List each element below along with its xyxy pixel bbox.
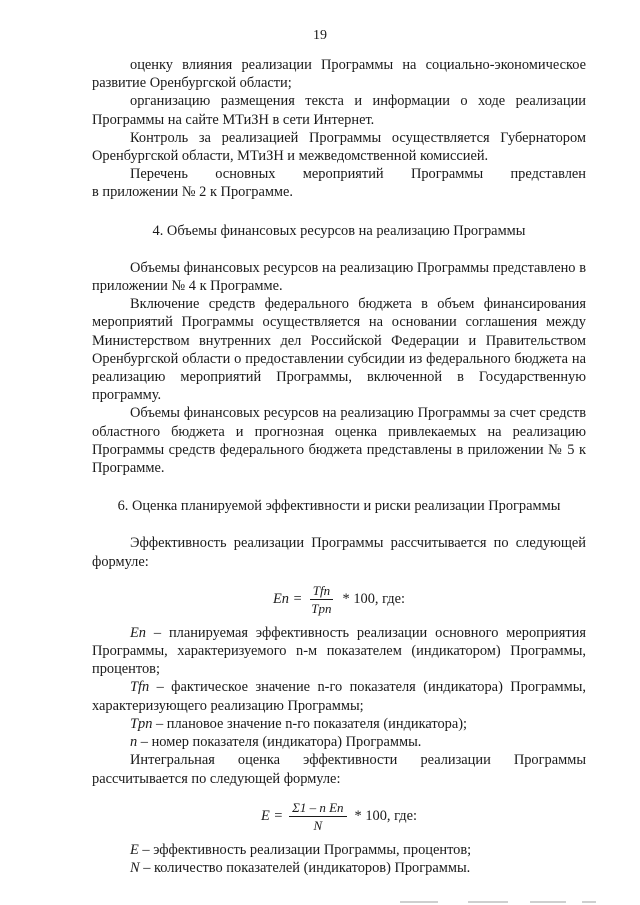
formula2-lhs: E =: [261, 808, 284, 825]
formula2-fraction: [289, 800, 346, 833]
definition-tfn: [92, 678, 586, 714]
page-number: 19: [313, 28, 327, 43]
formula1-fraction: [308, 583, 334, 616]
paragraph-publication: организацию размещения текста и информации о ходе реализации Программы на сайте МТиЗН в сети Интернет.: [92, 93, 586, 128]
paragraph-influence: оценку влияния реализации Программы на социально-экономическое развитие Оренбургской области;: [92, 57, 586, 92]
section-heading-4: 4. Объемы финансовых ресурсов на реализацию Программы: [152, 222, 526, 239]
document-body: [92, 56, 586, 877]
definition-N-symbol: N: [130, 859, 140, 876]
definition-tpn-text: – плановое значение n-го показателя (индикатора);: [152, 715, 468, 732]
section-heading-6: 6. Оценка планируемой эффективности и риски реализации Программы: [117, 498, 561, 515]
formula-efficiency: [92, 583, 586, 616]
scan-artifact: [530, 901, 566, 903]
definition-n-text: – номер показателя (индикатора) Программы.: [137, 734, 422, 751]
formula-integral: [92, 800, 586, 833]
paragraph-control: Контроль за реализацией Программы осуществляется Губернатором Оренбургской области, МТиЗН и межведомственной комиссией.: [92, 129, 586, 165]
definition-tfn-symbol: Tfn: [130, 679, 150, 696]
definition-N-text: – количество показателей (индикаторов) Программы.: [139, 859, 471, 876]
paragraph-integral-intro: Интегральная оценка эффективности реализации Программы рассчитывается по следующей формуле:: [92, 752, 586, 787]
definition-e-text: – эффективность реализации Программы, процентов;: [138, 841, 472, 858]
formula2-rhs: * 100, где:: [354, 808, 417, 825]
paragraph-regional-budget: Объемы финансовых ресурсов на реализацию Программы за счет средств областного бюджета и прогнозная оценка привлекаемых на реализацию Программы средств федерального бюджета представлены в приложении № 5 к Программе.: [92, 405, 586, 477]
definition-en-symbol: En: [130, 624, 146, 641]
scan-artifact: [468, 901, 508, 903]
formula1-rhs: * 100, где:: [342, 591, 405, 608]
definition-en: [92, 624, 586, 679]
definition-en-text: – планируемая эффективность реализации основного мероприятия Программы, характеризуемого n-м показателем (индикатором) Программы, процентов;: [92, 624, 586, 678]
formula2-denominator: N: [313, 817, 323, 833]
definition-n-symbol: n: [130, 734, 138, 751]
paragraph-efficiency-intro: Эффективность реализации Программы рассчитывается по следующей формуле:: [92, 535, 586, 570]
paragraph-federal-budget: Включение средств федерального бюджета в объем финансирования мероприятий Программы осуществляется на основании соглашения между Министерством внутренних дел Российской Федерации и Правительством Оренбургской области о предоставлении субсидии из федерального бюджета на реализацию мероприятий Программы, включенной в Государственную программу.: [92, 296, 586, 404]
formula2-numerator: Σ1 – n En: [289, 800, 346, 817]
scan-artifact: [582, 901, 596, 903]
paragraph-volumes: Объемы финансовых ресурсов на реализацию Программы представлено в приложении № 4 к Программе.: [92, 259, 586, 295]
formula1-lhs: En =: [273, 591, 303, 608]
paragraph-list-line1: Перечень основных мероприятий Программы представлен: [130, 166, 586, 183]
definition-n: [92, 733, 586, 751]
definition-e: [92, 841, 586, 859]
definition-tpn-symbol: Tpn: [130, 715, 153, 732]
scan-artifact: [400, 901, 438, 903]
formula1-denominator: Tpn: [311, 600, 332, 616]
definition-N: [92, 859, 586, 877]
definition-tpn: [92, 715, 586, 733]
formula1-numerator: Tfn: [310, 583, 333, 600]
definition-e-symbol: E: [130, 841, 139, 858]
paragraph-list-line2: в приложении № 2 к Программе.: [92, 184, 294, 201]
definition-tfn-text: – фактическое значение n-го показателя (индикатора) Программы, характеризующего реализацию Программы;: [92, 679, 586, 714]
